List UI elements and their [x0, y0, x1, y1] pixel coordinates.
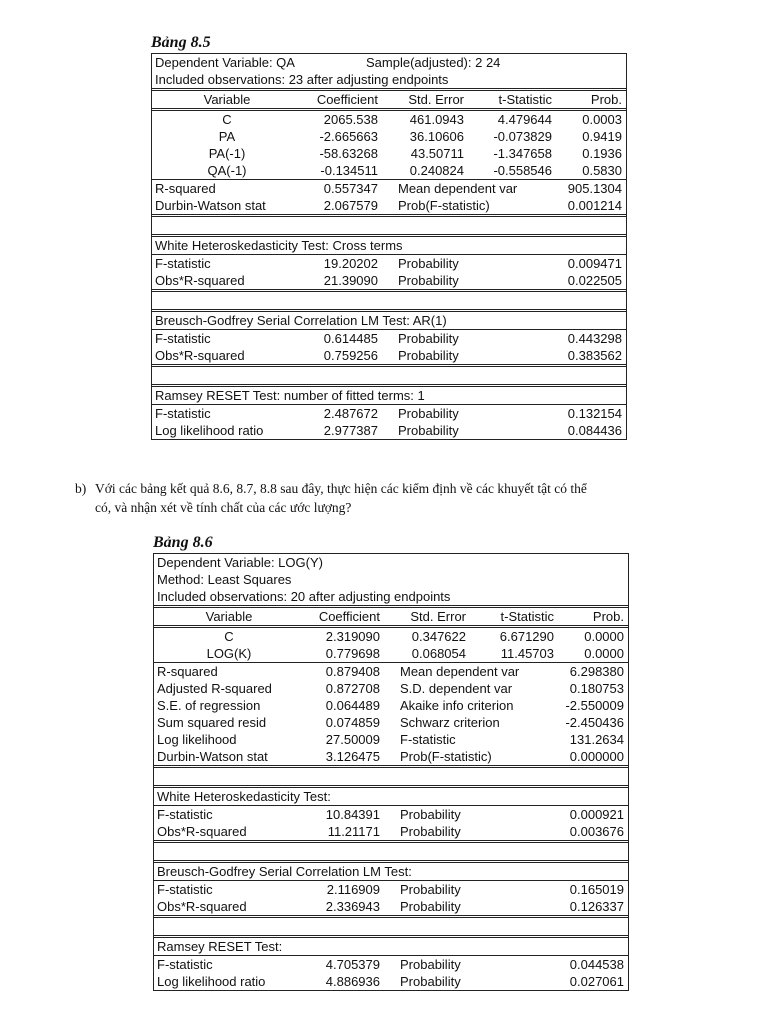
cell-t-statistic: -1.347658: [493, 146, 552, 161]
stat-value: 2.067579: [323, 198, 378, 213]
test-name: Ramsey RESET Test:: [157, 939, 283, 954]
test-row: [154, 806, 628, 823]
question-text-line2: có, và nhận xét về tính chất của các ước lượng?: [95, 500, 352, 515]
stats-row: [154, 748, 628, 765]
cell-t-statistic: 6.671290: [499, 629, 554, 644]
test-label: Probability: [398, 331, 459, 346]
stats-row: [152, 180, 626, 197]
stat-label: R-squared: [157, 664, 218, 679]
stat-value: 131.2634: [569, 732, 624, 747]
test-label: Log likelihood ratio: [157, 974, 266, 989]
cell-prob: 0.1936: [582, 146, 622, 161]
test-label: Probability: [400, 974, 461, 989]
test-label: F-statistic: [155, 256, 211, 271]
cell-std-error: 0.068054: [411, 646, 466, 661]
stat-label: R-squared: [155, 181, 216, 196]
test-label: F-statistic: [155, 406, 211, 421]
cell-std-error: 43.50711: [410, 146, 464, 161]
column-header-row: [154, 605, 628, 625]
coef-block: [154, 625, 628, 662]
test-name: White Heteroskedasticity Test: Cross terms: [155, 238, 403, 253]
stat-label: Prob(F-statistic): [398, 198, 490, 213]
stat-label: Log likelihood: [157, 732, 237, 747]
stat-label: Mean dependent var: [398, 181, 518, 196]
spacer: [154, 765, 628, 785]
cell-prob: 0.9419: [582, 129, 622, 144]
stat-value: 0.872708: [325, 681, 380, 696]
cell-coefficient: 2065.538: [323, 112, 378, 127]
test-block: [152, 329, 626, 364]
stat-value: 0.064489: [325, 698, 380, 713]
stat-value: -2.550009: [565, 698, 624, 713]
test-value: 0.027061: [569, 974, 624, 989]
stat-label: Schwarz criterion: [400, 715, 500, 730]
table-8-5: [151, 53, 627, 440]
test-label: Obs*R-squared: [157, 824, 247, 839]
coef-block: [152, 108, 626, 179]
test-label: Probability: [398, 273, 459, 288]
cell-std-error: 0.240824: [409, 163, 464, 178]
test-value: 2.116909: [326, 882, 380, 897]
cell-prob: 0.0003: [582, 112, 622, 127]
test-name: Breusch-Godfrey Serial Correlation LM Test:: [157, 864, 412, 879]
test-row: [154, 823, 628, 840]
stat-label: Akaike info criterion: [400, 698, 514, 713]
cell-variable: C: [222, 112, 232, 127]
test-name: Ramsey RESET Test: number of fitted terms: 1: [155, 388, 425, 403]
spacer: [152, 214, 626, 234]
test-label: F-statistic: [157, 882, 213, 897]
cell-std-error: 36.10606: [409, 129, 464, 144]
stats-row: [154, 680, 628, 697]
table-row: [154, 645, 628, 662]
col-coefficient: Coefficient: [316, 92, 378, 107]
cell-variable: QA(-1): [207, 163, 247, 178]
table-8-5-title: Bảng 8.5: [151, 34, 211, 51]
test-row: [152, 347, 626, 364]
col-prob: Prob.: [590, 92, 622, 107]
stat-value: 0.001214: [567, 198, 622, 213]
header-row: [154, 554, 628, 571]
test-value: 2.487672: [323, 406, 378, 421]
col-variable: Variable: [203, 92, 251, 107]
cell-coefficient: -58.63268: [319, 146, 378, 161]
test-value: 0.443298: [567, 331, 622, 346]
test-title-block: [154, 860, 628, 880]
test-label: F-statistic: [155, 331, 211, 346]
stats-block: [152, 179, 626, 214]
method: Method: Least Squares: [157, 572, 292, 587]
stat-label: S.D. dependent var: [400, 681, 513, 696]
test-label: F-statistic: [157, 957, 213, 972]
stat-label: Mean dependent var: [400, 664, 520, 679]
spacer: [152, 289, 626, 309]
col-prob: Prob.: [592, 609, 624, 624]
cell-std-error: 461.0943: [409, 112, 464, 127]
test-row: [152, 422, 626, 439]
included-observations: Included observations: 23 after adjusting endpoints: [155, 72, 449, 87]
question-label: b): [75, 481, 87, 496]
test-title-block: [154, 935, 628, 955]
test-label: Obs*R-squared: [155, 348, 245, 363]
test-title: [154, 788, 628, 805]
test-value: 0.084436: [567, 423, 622, 438]
cell-variable: C: [224, 629, 234, 644]
test-title-block: [152, 309, 626, 329]
stat-label: Adjusted R-squared: [157, 681, 272, 696]
table-row: [152, 162, 626, 179]
test-title-block: [152, 234, 626, 254]
test-value: 0.165019: [569, 882, 624, 897]
cell-std-error: 0.347622: [411, 629, 466, 644]
stat-label: Durbin-Watson stat: [155, 198, 266, 213]
test-label: Obs*R-squared: [157, 899, 247, 914]
stats-row: [154, 663, 628, 680]
stat-value: 905.1304: [567, 181, 622, 196]
stat-value: 3.126475: [325, 749, 380, 764]
col-t-statistic: t-Statistic: [500, 609, 554, 624]
test-label: Probability: [398, 348, 459, 363]
col-std-error: Std. Error: [408, 92, 464, 107]
spacer: [152, 364, 626, 384]
test-value: 0.044538: [569, 957, 624, 972]
table-8-6: [153, 553, 629, 991]
stat-label: S.E. of regression: [157, 698, 261, 713]
table-row: [152, 111, 626, 128]
test-row: [154, 881, 628, 898]
test-value: 0.003676: [569, 824, 624, 839]
stats-row: [154, 731, 628, 748]
test-title: [154, 863, 628, 880]
test-label: Probability: [400, 807, 461, 822]
test-value: 4.705379: [325, 957, 380, 972]
test-value: 10.84391: [325, 807, 380, 822]
stat-value: -2.450436: [565, 715, 624, 730]
table-row: [152, 128, 626, 145]
cell-coefficient: 2.319090: [325, 629, 380, 644]
table-8-6-title: Bảng 8.6: [153, 534, 213, 551]
header-row: [152, 71, 626, 88]
test-block: [154, 805, 628, 840]
test-row: [152, 255, 626, 272]
test-title: [152, 387, 626, 404]
included-observations: Included observations: 20 after adjusting endpoints: [157, 589, 451, 604]
dependent-variable: Dependent Variable: LOG(Y): [157, 555, 323, 570]
stat-value: 0.557347: [323, 181, 378, 196]
stat-label: F-statistic: [400, 732, 456, 747]
header-row: [152, 54, 626, 71]
dependent-variable: Dependent Variable: QA: [155, 55, 295, 70]
cell-prob: 0.0000: [584, 629, 624, 644]
test-block: [154, 955, 628, 990]
test-name: White Heteroskedasticity Test:: [157, 789, 331, 804]
cell-variable: LOG(K): [206, 646, 252, 661]
stat-label: Sum squared resid: [157, 715, 267, 730]
test-label: Obs*R-squared: [155, 273, 245, 288]
test-title: [154, 938, 628, 955]
test-value: 2.977387: [323, 423, 378, 438]
cell-coefficient: -2.665663: [319, 129, 378, 144]
stats-row: [152, 197, 626, 214]
test-value: 19.20202: [323, 256, 378, 271]
table-row: [154, 628, 628, 645]
col-variable: Variable: [205, 609, 253, 624]
stat-value: 0.879408: [325, 664, 380, 679]
test-label: Probability: [400, 957, 461, 972]
stat-label: Durbin-Watson stat: [157, 749, 268, 764]
spacer: [154, 915, 628, 935]
test-value: 0.614485: [323, 331, 378, 346]
test-row: [152, 405, 626, 422]
column-header-row: [152, 88, 626, 108]
stats-row: [154, 697, 628, 714]
test-value: 0.000921: [569, 807, 624, 822]
test-value: 0.022505: [567, 273, 622, 288]
test-name: Breusch-Godfrey Serial Correlation LM Test: AR(1): [155, 313, 447, 328]
cell-t-statistic: 4.479644: [497, 112, 552, 127]
test-block: [152, 404, 626, 439]
test-label: Probability: [400, 899, 461, 914]
test-value: 0.132154: [567, 406, 622, 421]
cell-t-statistic: -0.073829: [493, 129, 552, 144]
test-label: Probability: [398, 256, 459, 271]
test-title-block: [152, 384, 626, 404]
stat-value: 0.180753: [569, 681, 624, 696]
col-std-error: Std. Error: [410, 609, 466, 624]
test-value: 0.009471: [567, 256, 622, 271]
cell-t-statistic: 11.45703: [500, 646, 554, 661]
test-label: F-statistic: [157, 807, 213, 822]
test-value: 21.39090: [323, 273, 378, 288]
stat-value: 0.074859: [325, 715, 380, 730]
test-label: Probability: [400, 824, 461, 839]
test-row: [154, 898, 628, 915]
sample-range: Sample(adjusted): 2 24: [366, 55, 501, 70]
stat-label: Prob(F-statistic): [400, 749, 492, 764]
test-value: 0.383562: [567, 348, 622, 363]
header-row: [154, 588, 628, 605]
test-value: 0.759256: [323, 348, 378, 363]
test-value: 2.336943: [325, 899, 380, 914]
spacer: [154, 840, 628, 860]
cell-coefficient: -0.134511: [320, 163, 378, 178]
question-text-line1: Với các bảng kết quả 8.6, 8.7, 8.8 sau đây, thực hiện các kiểm định về các khuyết tật có thể: [95, 481, 587, 496]
table-row: [152, 145, 626, 162]
stat-value: 0.000000: [569, 749, 624, 764]
header-row: [154, 571, 628, 588]
cell-coefficient: 0.779698: [325, 646, 380, 661]
cell-variable: PA(-1): [208, 146, 246, 161]
test-row: [154, 973, 628, 990]
stat-value: 27.50009: [325, 732, 380, 747]
stats-row: [154, 714, 628, 731]
test-row: [152, 330, 626, 347]
test-label: Probability: [400, 882, 461, 897]
test-value: 0.126337: [569, 899, 624, 914]
test-label: Probability: [398, 423, 459, 438]
col-t-statistic: t-Statistic: [498, 92, 552, 107]
test-row: [152, 272, 626, 289]
col-coefficient: Coefficient: [318, 609, 380, 624]
test-block: [152, 254, 626, 289]
test-value: 11.21171: [327, 824, 380, 839]
test-label: Log likelihood ratio: [155, 423, 264, 438]
test-block: [154, 880, 628, 915]
cell-prob: 0.5830: [582, 163, 622, 178]
cell-variable: PA: [218, 129, 236, 144]
stat-value: 6.298380: [569, 664, 624, 679]
test-title: [152, 237, 626, 254]
test-title-block: [154, 785, 628, 805]
test-value: 4.886936: [325, 974, 380, 989]
cell-prob: 0.0000: [584, 646, 624, 661]
stats-block: [154, 662, 628, 765]
test-row: [154, 956, 628, 973]
test-label: Probability: [398, 406, 459, 421]
cell-t-statistic: -0.558546: [493, 163, 552, 178]
test-title: [152, 312, 626, 329]
